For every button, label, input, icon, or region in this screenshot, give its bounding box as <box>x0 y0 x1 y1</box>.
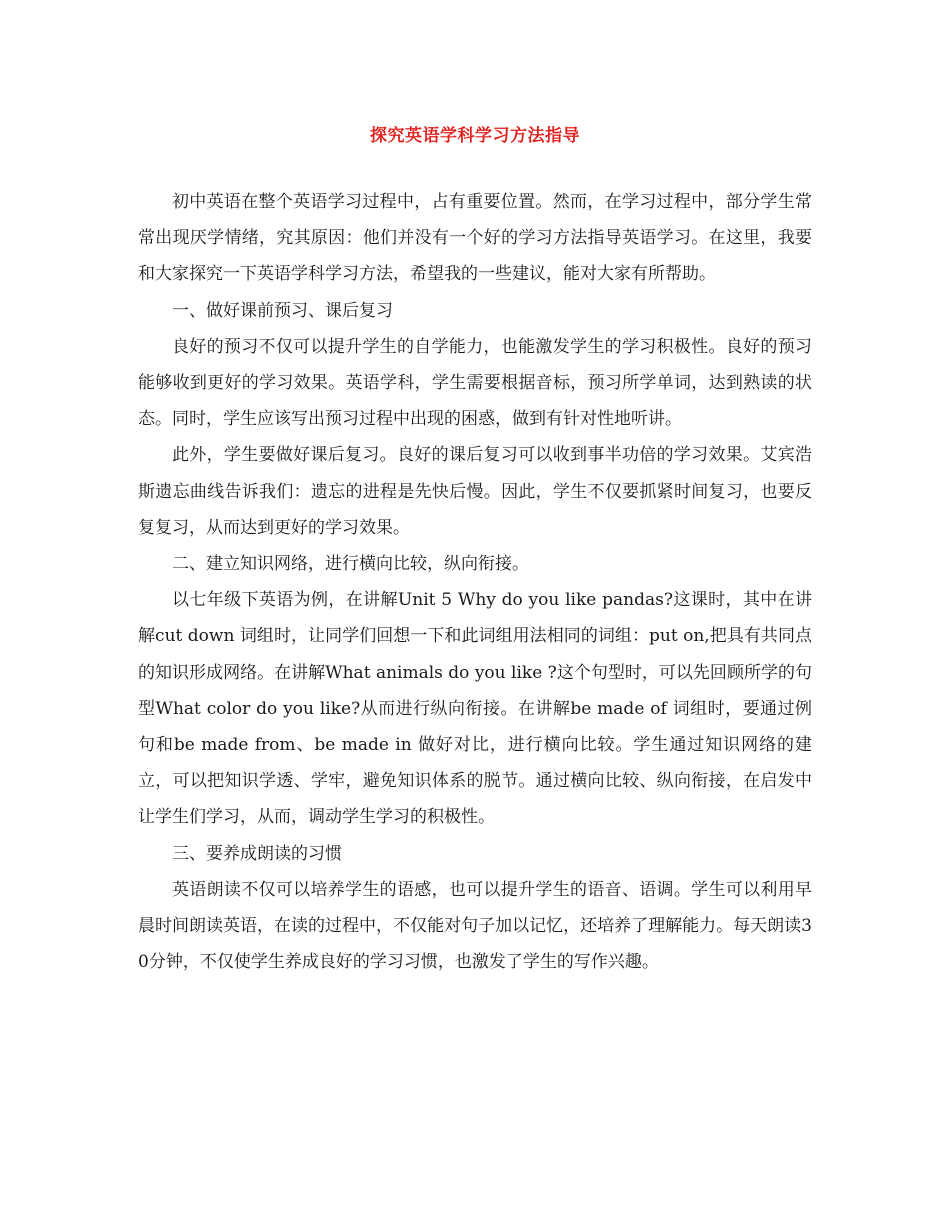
section-heading-3: 三、要养成朗读的习惯 <box>172 843 342 864</box>
paragraph-reading-aloud: 英语朗读不仅可以培养学生的语感，也可以提升学生的语音、语调。学生可以利用早晨时间朗读英语，在读的过程中，不仅能对句子加以记忆，还培养了理解能力。每天朗读30分钟，不仅使学生养成良好的学习习惯，也激发了学生的写作兴趣。 <box>138 879 812 973</box>
document-title: 探究英语学科学习方法指导 <box>370 126 580 146</box>
document-page <box>138 122 812 980</box>
section-heading-1: 一、做好课前预习、课后复习 <box>172 300 393 321</box>
paragraph-knowledge-network: 以七年级下英语为例，在讲解Unit 5 Why do you like pandas?这课时，其中在讲解cut down 词组时，让同学们回想一下和此词组用法相同的词组：put on,把具有共同点的知识形成网络。在讲解What animals do you like ?这个句型时，可以先回顾所学的句型What color do you like?从而进行纵向衔接。在讲解be made of 词组时，要通过例句和be made from、be made in 做好对比，进行横向比较。学生通过知识网络的建立，可以把知识学透、学牢，避免知识体系的脱节。通过横向比较、纵向衔接，在启发中让学生们学习，从而，调动学生学习的积极性。 <box>138 590 812 828</box>
paragraph-review: 此外，学生要做好课后复习。良好的课后复习可以收到事半功倍的学习效果。艾宾浩斯遗忘曲线告诉我们：遗忘的进程是先快后慢。因此，学生不仅要抓紧时间复习，也要反复复习，从而达到更好的学习效果。 <box>138 445 812 538</box>
paragraph-intro: 初中英语在整个英语学习过程中，占有重要位置。然而，在学习过程中，部分学生常常出现厌学情绪，究其原因：他们并没有一个好的学习方法指导英语学习。在这里，我要和大家探究一下英语学科学习方法，希望我的一些建议，能对大家有所帮助。 <box>138 192 812 285</box>
section-heading-2: 二、建立知识网络，进行横向比较，纵向衔接。 <box>172 554 529 575</box>
paragraph-preview: 良好的预习不仅可以提升学生的自学能力，也能激发学生的学习积极性。良好的预习能够收到更好的学习效果。英语学科，学生需要根据音标，预习所学单词，达到熟读的状态。同时，学生应该写出预习过程中出现的困惑，做到有针对性地听讲。 <box>138 336 812 430</box>
